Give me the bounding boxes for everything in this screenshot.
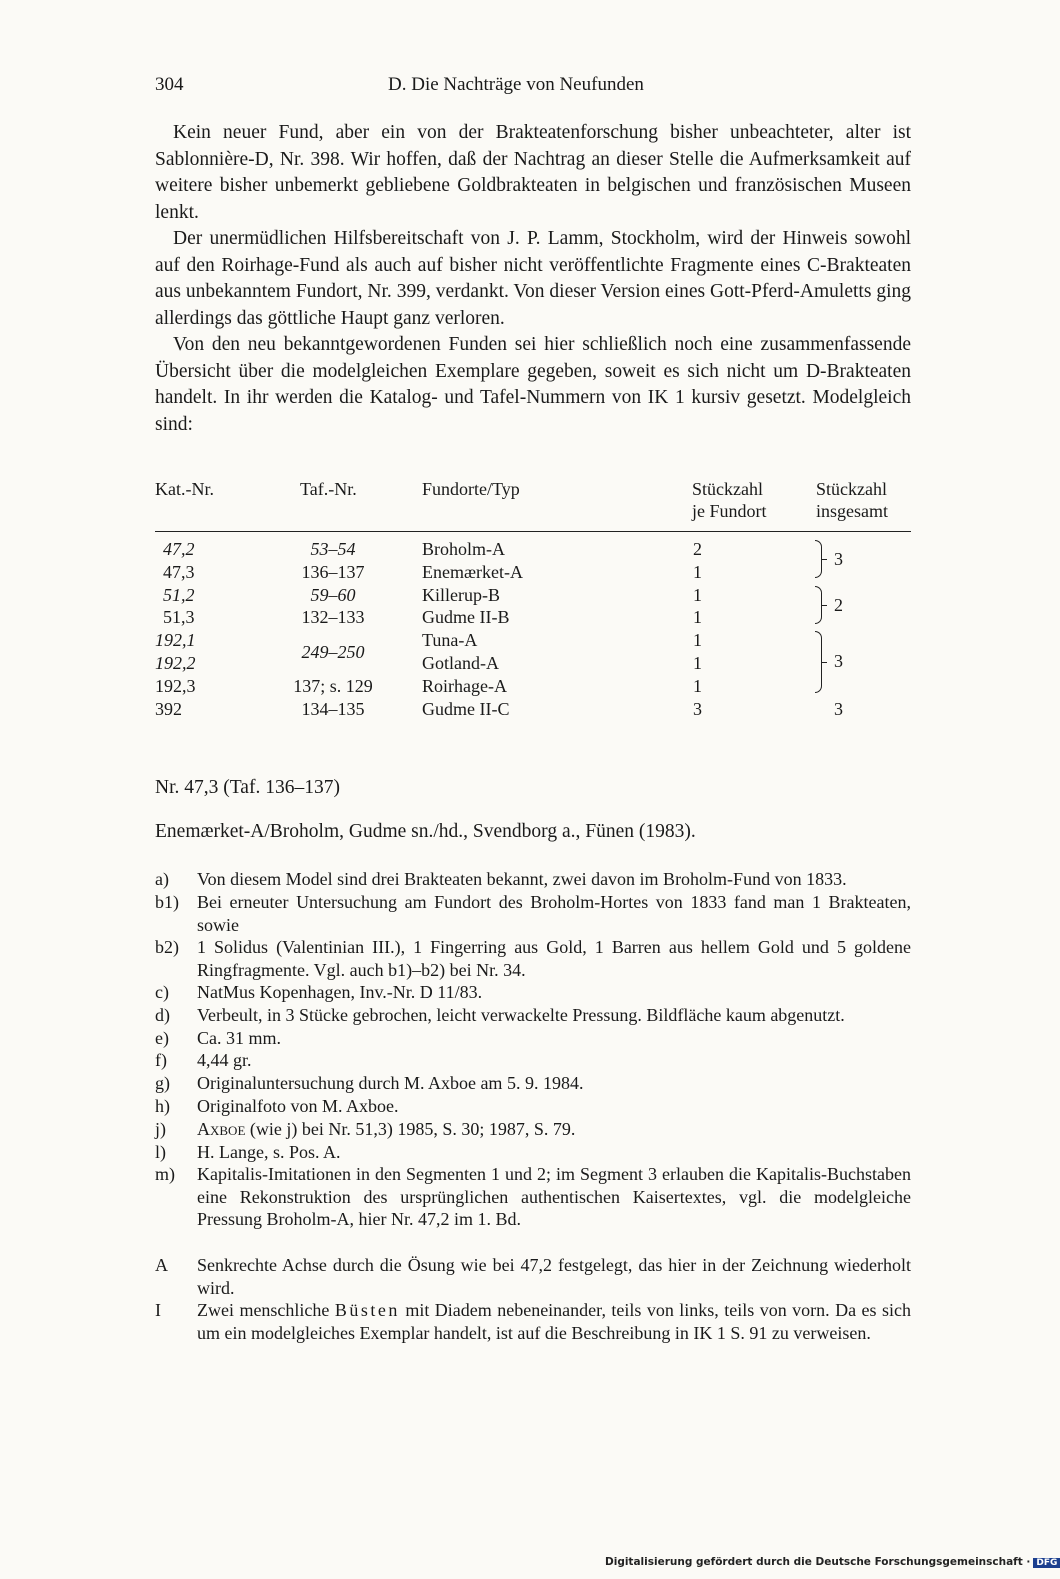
col-header-kat: Kat.-Nr. xyxy=(155,479,214,499)
group-brace xyxy=(815,540,822,578)
item-text: Von diesem Model sind drei Brakteaten bekannt, zwei davon im Broholm-Fund von 1833. xyxy=(197,869,847,889)
col-header-je-fundort: Stückzahl xyxy=(692,479,763,499)
cell-fundort: Gudme II-C xyxy=(422,699,510,719)
item-label: g) xyxy=(155,1073,170,1093)
item-text: Bei erneuter Untersuchung am Fundort des Broholm-Hortes von 1833 fand man 1 Brakteaten, sowie xyxy=(197,892,911,935)
cell-kat: 192,3 xyxy=(155,676,196,696)
total-count: 3 xyxy=(834,549,843,569)
item-label: a) xyxy=(155,869,169,889)
cell-kat: 47,3 xyxy=(163,562,195,582)
item-label: c) xyxy=(155,982,169,1002)
cell-anzahl: 1 xyxy=(693,562,702,582)
author-name: Axboe xyxy=(197,1119,246,1139)
total-count: 2 xyxy=(834,595,843,615)
catalog-item xyxy=(155,1049,911,1072)
item-text: H. Lange, s. Pos. A. xyxy=(197,1142,341,1162)
cell-fundort: Roirhage-A xyxy=(422,676,507,696)
catalog-item xyxy=(155,1072,911,1095)
item-label: f) xyxy=(155,1050,167,1070)
dfg-logo: DFG xyxy=(1033,1558,1060,1568)
cell-fundort: Gotland-A xyxy=(422,653,499,673)
cell-anzahl: 1 xyxy=(693,585,702,605)
cell-fundort: Gudme II-B xyxy=(422,607,510,627)
item-text: Senkrechte Achse durch die Ösung wie bei 47,2 festgelegt, das hier in der Zeichnung wiederholt wird. xyxy=(197,1255,911,1298)
item-label: b1) xyxy=(155,892,179,912)
item-label: j) xyxy=(155,1119,166,1139)
spaced-term: Büsten xyxy=(334,1300,400,1320)
cell-anzahl: 1 xyxy=(693,653,702,673)
cell-anzahl: 2 xyxy=(693,539,702,559)
item-text xyxy=(197,1118,911,1141)
col-header-je-fundort-sub: je Fundort xyxy=(692,501,767,521)
table-rule xyxy=(155,531,911,532)
item-label: e) xyxy=(155,1028,169,1048)
item-text xyxy=(197,1299,911,1344)
cell-anzahl: 1 xyxy=(693,607,702,627)
paragraph: Der unermüdlichen Hilfsbereitschaft von J. P. Lamm, Stockholm, wird der Hinweis sowohl auf den Roirhage-Fund als auch auf bisher nicht veröffentlichte Fragmente eines C-Brakteaten aus unbekanntem Fundort, Nr. 399, verdankt. Von dieser Version eines Gott-Pferd-Amuletts ging allerdings das göttliche Haupt ganz verloren. xyxy=(155,228,911,329)
item-text: Verbeult, in 3 Stücke gebrochen, leicht verwackelte Pressung. Bildfläche kaum abgenutzt. xyxy=(197,1005,845,1025)
catalog-item xyxy=(155,1141,911,1164)
cell-kat: 47,2 xyxy=(163,539,195,559)
cell-kat: 51,2 xyxy=(163,585,195,605)
credit-text: Digitalisierung gefördert durch die Deutsche Forschungsgemeinschaft · xyxy=(605,1556,1031,1568)
item-label: h) xyxy=(155,1096,170,1116)
running-title: D. Die Nachträge von Neufunden xyxy=(388,74,644,95)
item-text-pre: Zwei menschliche xyxy=(197,1300,335,1320)
catalog-item xyxy=(155,1163,911,1231)
item-label: m) xyxy=(155,1164,175,1184)
entry-subtitle: Enemærket-A/Broholm, Gudme sn./hd., Svendborg a., Fünen (1983). xyxy=(155,821,696,842)
item-text: NatMus Kopenhagen, Inv.-Nr. D 11/83. xyxy=(197,982,483,1002)
catalog-item xyxy=(155,1004,911,1027)
item-label: b2) xyxy=(155,937,179,957)
catalog-item xyxy=(155,936,911,981)
item-label: d) xyxy=(155,1005,170,1025)
catalog-item xyxy=(155,1254,911,1299)
cell-fundort: Broholm-A xyxy=(422,539,505,559)
cell-taf: 134–135 xyxy=(301,699,365,719)
col-header-fundort: Fundorte/Typ xyxy=(422,479,520,499)
entry-title: Nr. 47,3 (Taf. 136–137) xyxy=(155,777,340,798)
cell-fundort: Killerup-B xyxy=(422,585,500,605)
cell-taf: 59–60 xyxy=(310,585,356,605)
item-label: l) xyxy=(155,1142,166,1162)
cell-fundort: Enemærket-A xyxy=(422,562,523,582)
item-text: Ca. 31 mm. xyxy=(197,1028,281,1048)
cell-taf: 137; s. 129 xyxy=(293,676,373,696)
digitization-credit xyxy=(605,1556,1060,1568)
col-header-insgesamt: Stückzahl xyxy=(816,479,887,499)
cell-anzahl: 1 xyxy=(693,676,702,696)
total-count: 3 xyxy=(834,699,843,719)
paragraph: Kein neuer Fund, aber ein von der Brakteatenforschung bisher unbeachteter, alter ist Sablonnière-D, Nr. 398. Wir hoffen, daß der Nachtrag an dieser Stelle die Aufmerksamkeit auf weitere bisher unbemerkt gebliebene Goldbrakteaten in belgischen und französischen Museen lenkt. xyxy=(155,122,911,223)
catalog-item xyxy=(155,1027,911,1050)
paragraph: Von den neu bekanntgewordenen Funden sei hier schließlich noch eine zusammenfassende Übersicht über die modelgleichen Exemplare gegeben, soweit es sich nicht um D-Brakteaten handelt. In ihr werden die Katalog- und Tafel-Nummern von IK 1 kursiv gesetzt. Modelgleich sind: xyxy=(155,334,911,435)
catalog-item xyxy=(155,1299,911,1344)
cell-kat: 51,3 xyxy=(163,607,195,627)
catalog-item xyxy=(155,981,911,1004)
item-text: Originaluntersuchung durch M. Axboe am 5. 9. 1984. xyxy=(197,1073,584,1093)
item-text-rest: (wie j) bei Nr. 51,3) 1985, S. 30; 1987, S. 79. xyxy=(245,1119,576,1139)
page-number: 304 xyxy=(155,74,184,95)
cell-anzahl: 1 xyxy=(693,630,702,650)
total-count: 3 xyxy=(834,651,843,671)
body-text xyxy=(155,120,911,438)
catalog-item xyxy=(155,891,911,936)
catalog-item xyxy=(155,1118,911,1141)
col-header-insgesamt-sub: insgesamt xyxy=(816,501,888,521)
cell-kat: 192,1 xyxy=(155,630,196,650)
catalog-item xyxy=(155,868,911,891)
group-brace xyxy=(815,631,822,693)
cell-taf-merged: 249–250 xyxy=(301,642,365,662)
item-label: A xyxy=(155,1255,168,1275)
cell-anzahl: 3 xyxy=(693,699,702,719)
cell-kat: 392 xyxy=(155,699,182,719)
group-brace xyxy=(815,586,822,624)
cell-fundort: Tuna-A xyxy=(422,630,478,650)
cell-kat: 192,2 xyxy=(155,653,196,673)
item-text: Kapitalis-Imitationen in den Segmenten 1 und 2; im Segment 3 erlauben die Kapitalis-Buchstaben eine Rekonstruktion des ursprünglichen authentischen Kaisertextes, vgl. die modelgleiche Pressung Broholm-A, hier Nr. 47,2 im 1. Bd. xyxy=(197,1164,911,1229)
item-text: Originalfoto von M. Axboe. xyxy=(197,1096,399,1116)
col-header-taf: Taf.-Nr. xyxy=(300,479,357,499)
item-text: 1 Solidus (Valentinian III.), 1 Fingerring aus Gold, 1 Barren aus hellem Gold und 5 goldene Ringfragmente. Vgl. auch b1)–b2) bei Nr. 34. xyxy=(197,937,911,980)
item-label: I xyxy=(155,1300,161,1320)
cell-taf: 53–54 xyxy=(310,539,356,559)
item-text: 4,44 gr. xyxy=(197,1050,252,1070)
cell-taf: 136–137 xyxy=(301,562,365,582)
item-text-rest: mit Diadem nebeneinander, teils von links, teils von vorn. Da es sich um ein modelgleiches Exemplar handelt, ist auf die Beschreibung in IK 1 S. 91 zu verweisen. xyxy=(197,1300,911,1343)
catalog-item xyxy=(155,1095,911,1118)
cell-taf: 132–133 xyxy=(301,607,365,627)
